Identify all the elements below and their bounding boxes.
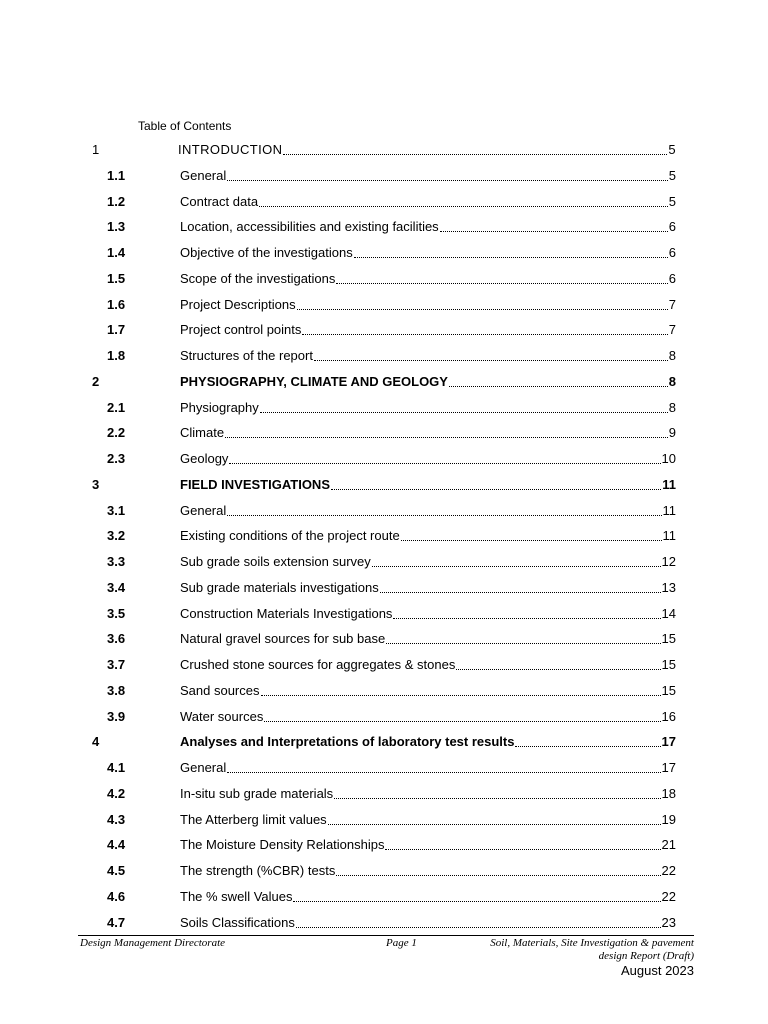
toc-entry[interactable] [0,372,768,398]
dot-leader [293,900,660,902]
toc-entry-line [180,166,676,186]
toc-entry[interactable] [0,269,768,295]
toc-entry-page: 8 [668,399,676,415]
toc-entry-title: Existing conditions of the project route [180,528,400,544]
toc-entry-page: 12 [661,554,676,569]
toc-entry-number: 3.8 [107,682,126,698]
dot-leader [227,771,660,773]
dot-leader [440,230,668,232]
toc-entry-number: 3.5 [107,605,126,621]
toc-entry-number: 3.9 [107,708,126,724]
toc-entry-page: 8 [668,348,676,363]
toc-entry-title: Contract data [180,193,259,209]
toc-entry-page: 21 [661,837,676,853]
toc-entry-number: 1.7 [107,322,126,338]
toc-entry-title: Physiography [180,399,259,415]
dot-leader [393,617,660,619]
toc-entry[interactable] [0,784,768,810]
dot-leader [227,514,661,516]
table-of-contents [0,140,768,938]
dot-leader [227,179,668,181]
toc-entry-page: 11 [662,528,676,544]
footer-organization: Design Management Directorate [80,937,226,949]
toc-entry-title: The strength (%CBR) tests [180,863,336,878]
toc-entry-title: The Moisture Density Relationships [180,837,385,853]
toc-entry-number: 3.3 [107,554,126,569]
toc-entry-title: Project control points [180,322,302,338]
dot-leader [354,256,668,258]
dot-leader [229,462,660,464]
footer-date: August 2023 [620,963,694,978]
toc-entry-line [180,192,676,212]
toc-entry[interactable] [0,475,768,501]
toc-entry[interactable] [0,835,768,861]
toc-entry-title: The Atterberg limit values [180,811,327,827]
toc-entry-page: 7 [668,296,676,312]
toc-entry-number: 4.7 [107,914,126,930]
toc-entry-title: General [180,760,227,775]
toc-entry-number: 1.2 [107,193,126,209]
dot-leader [372,565,661,567]
toc-entry-page: 15 [661,631,676,647]
dot-leader [336,282,667,284]
dot-leader [401,539,662,541]
toc-entry-line [180,552,676,572]
toc-entry-page: 22 [661,888,676,904]
toc-entry-line [180,320,676,340]
toc-entry[interactable] [0,629,768,655]
toc-entry[interactable] [0,398,768,424]
toc-entry-number: 3.7 [107,657,126,672]
toc-entry-number: 1.1 [107,167,126,183]
toc-entry-number: 1 [92,142,100,157]
dot-leader [297,308,668,310]
toc-entry-title: Water sources [180,708,264,724]
toc-entry-number: 3 [92,476,100,492]
toc-entry-page: 6 [668,219,676,235]
toc-entry-page: 11 [662,502,676,518]
toc-entry[interactable] [0,166,768,192]
toc-entry[interactable] [0,423,768,449]
toc-entry-page: 5 [668,142,676,157]
toc-entry-line [180,449,676,469]
toc-entry-page: 15 [661,682,676,698]
toc-entry-page: 7 [668,322,676,338]
toc-entry-line [180,681,676,701]
toc-entry-title: Geology [180,451,229,466]
dot-leader [225,436,668,438]
toc-entry-page: 13 [661,579,676,595]
toc-entry-number: 1.5 [107,270,126,286]
toc-entry-number: 4.1 [107,760,126,775]
toc-entry-page: 22 [661,863,676,878]
toc-entry-line [180,578,676,598]
toc-entry-title: Structures of the report [180,348,313,363]
toc-entry[interactable] [0,707,768,733]
dot-leader [380,591,661,593]
toc-entry-number: 1.3 [107,219,126,235]
toc-entry-line [180,758,676,778]
toc-entry[interactable] [0,449,768,475]
toc-entry-number: 2.3 [107,451,126,466]
dot-leader [449,385,668,387]
dot-leader [336,874,660,876]
toc-entry[interactable] [0,861,768,887]
toc-entry-page: 5 [668,167,676,183]
toc-entry-number: 4.2 [107,785,126,801]
toc-entry-line [180,372,676,392]
toc-entry-number: 3.1 [107,502,126,518]
dot-leader [386,642,660,644]
dot-leader [314,359,668,361]
toc-entry-title: Natural gravel sources for sub base [180,631,386,647]
dot-leader [515,745,660,747]
toc-entry[interactable] [0,526,768,552]
toc-entry-title: Location, accessibilities and existing facilities [180,219,439,235]
toc-entry-page: 9 [668,425,676,441]
toc-entry-number: 3.2 [107,528,126,544]
toc-entry-line [180,398,676,418]
toc-entry-number: 2.2 [107,425,126,441]
toc-entry[interactable] [0,140,768,166]
toc-entry-line [180,526,676,546]
toc-entry-title: Climate [180,425,225,441]
toc-entry-line [180,629,676,649]
footer-report-title-line2: design Report (Draft) [598,950,694,962]
toc-entry[interactable] [0,217,768,243]
dot-leader [260,411,668,413]
toc-entry-page: 14 [661,605,676,621]
dot-leader [264,720,660,722]
toc-entry-number: 3.4 [107,579,126,595]
toc-entry-page: 8 [668,373,676,389]
footer-page-number: Page 1 [386,937,417,949]
toc-entry-number: 1.8 [107,348,126,363]
dot-leader [259,205,668,207]
toc-entry-number: 2 [92,373,100,389]
dot-leader [456,668,660,670]
toc-entry-line [180,243,676,263]
dot-leader [302,333,667,335]
toc-entry-title: Project Descriptions [180,296,296,312]
toc-entry-title: PHYSIOGRAPHY, CLIMATE AND GEOLOGY [180,373,448,389]
dot-leader [331,488,661,490]
toc-entry[interactable] [0,501,768,527]
toc-entry-page: 17 [661,760,676,775]
toc-entry-title: General [180,502,227,518]
toc-entry[interactable] [0,604,768,630]
toc-entry-title: INTRODUCTION [178,142,283,157]
toc-entry[interactable] [0,887,768,913]
toc-entry[interactable] [0,732,768,758]
toc-entry-number: 4.5 [107,863,126,878]
footer-report-title-line1: Soil, Materials, Site Investigation & pavement [490,937,694,949]
toc-entry-line [178,140,676,160]
toc-entry-number: 2.1 [107,399,126,415]
toc-entry[interactable] [0,243,768,269]
toc-heading: Table of Contents [138,119,232,133]
toc-entry-line [180,784,676,804]
toc-entry-number: 4 [92,734,100,750]
toc-entry[interactable] [0,681,768,707]
toc-entry-title: Sand sources [180,682,260,698]
toc-entry-title: Sub grade materials investigations [180,579,379,595]
toc-entry-line [180,707,676,727]
toc-entry-page: 15 [661,657,676,672]
toc-entry-title: Construction Materials Investigations [180,605,393,621]
toc-entry-line [180,732,676,752]
toc-entry-page: 23 [661,914,676,930]
toc-entry-title: Soils Classifications [180,914,295,930]
toc-entry-title: Scope of the investigations [180,270,336,286]
toc-entry-number: 4.4 [107,837,126,853]
toc-entry[interactable] [0,346,768,372]
toc-entry-line [180,861,676,881]
toc-entry-page: 19 [661,811,676,827]
toc-entry-title: Objective of the investigations [180,245,353,260]
toc-entry[interactable] [0,192,768,218]
dot-leader [334,797,660,799]
toc-entry-title: FIELD INVESTIGATIONS [180,476,330,492]
toc-entry-page: 6 [668,245,676,260]
toc-entry-page: 18 [661,785,676,801]
toc-entry-line [180,295,676,315]
toc-entry-line [180,835,676,855]
footer-divider [78,935,694,936]
toc-entry-title: General [180,167,227,183]
toc-entry-line [180,475,676,495]
toc-entry-number: 3.6 [107,631,126,647]
toc-entry[interactable] [0,552,768,578]
toc-entry[interactable] [0,655,768,681]
toc-entry-line [180,913,676,933]
toc-entry[interactable] [0,758,768,784]
toc-entry-page: 5 [668,193,676,209]
dot-leader [296,926,661,928]
toc-entry-line [180,423,676,443]
toc-entry-number: 1.6 [107,296,126,312]
toc-entry-page: 10 [661,451,676,466]
toc-entry-line [180,501,676,521]
toc-entry-number: 4.3 [107,811,126,827]
dot-leader [283,153,667,155]
toc-entry-title: In-situ sub grade materials [180,785,334,801]
toc-entry-title: Crushed stone sources for aggregates & stones [180,657,456,672]
toc-entry-line [180,655,676,675]
toc-entry-line [180,604,676,624]
toc-entry-page: 11 [662,476,676,492]
toc-entry-line [180,887,676,907]
footer-report-title [440,937,694,963]
dot-leader [328,823,661,825]
toc-entry[interactable] [0,320,768,346]
toc-entry-title: The % swell Values [180,888,293,904]
dot-leader [385,848,660,850]
toc-entry[interactable] [0,810,768,836]
toc-entry-page: 6 [668,270,676,286]
toc-entry-page: 17 [661,734,676,750]
toc-entry-line [180,810,676,830]
toc-entry[interactable] [0,295,768,321]
toc-entry-line [180,217,676,237]
toc-entry-line [180,269,676,289]
toc-entry-number: 4.6 [107,888,126,904]
toc-entry-number: 1.4 [107,245,126,260]
dot-leader [261,694,661,696]
toc-entry-page: 16 [661,708,676,724]
toc-entry-title: Sub grade soils extension survey [180,554,371,569]
toc-entry-line [180,346,676,366]
toc-entry[interactable] [0,578,768,604]
toc-entry-title: Analyses and Interpretations of laboratory test results [180,734,515,750]
